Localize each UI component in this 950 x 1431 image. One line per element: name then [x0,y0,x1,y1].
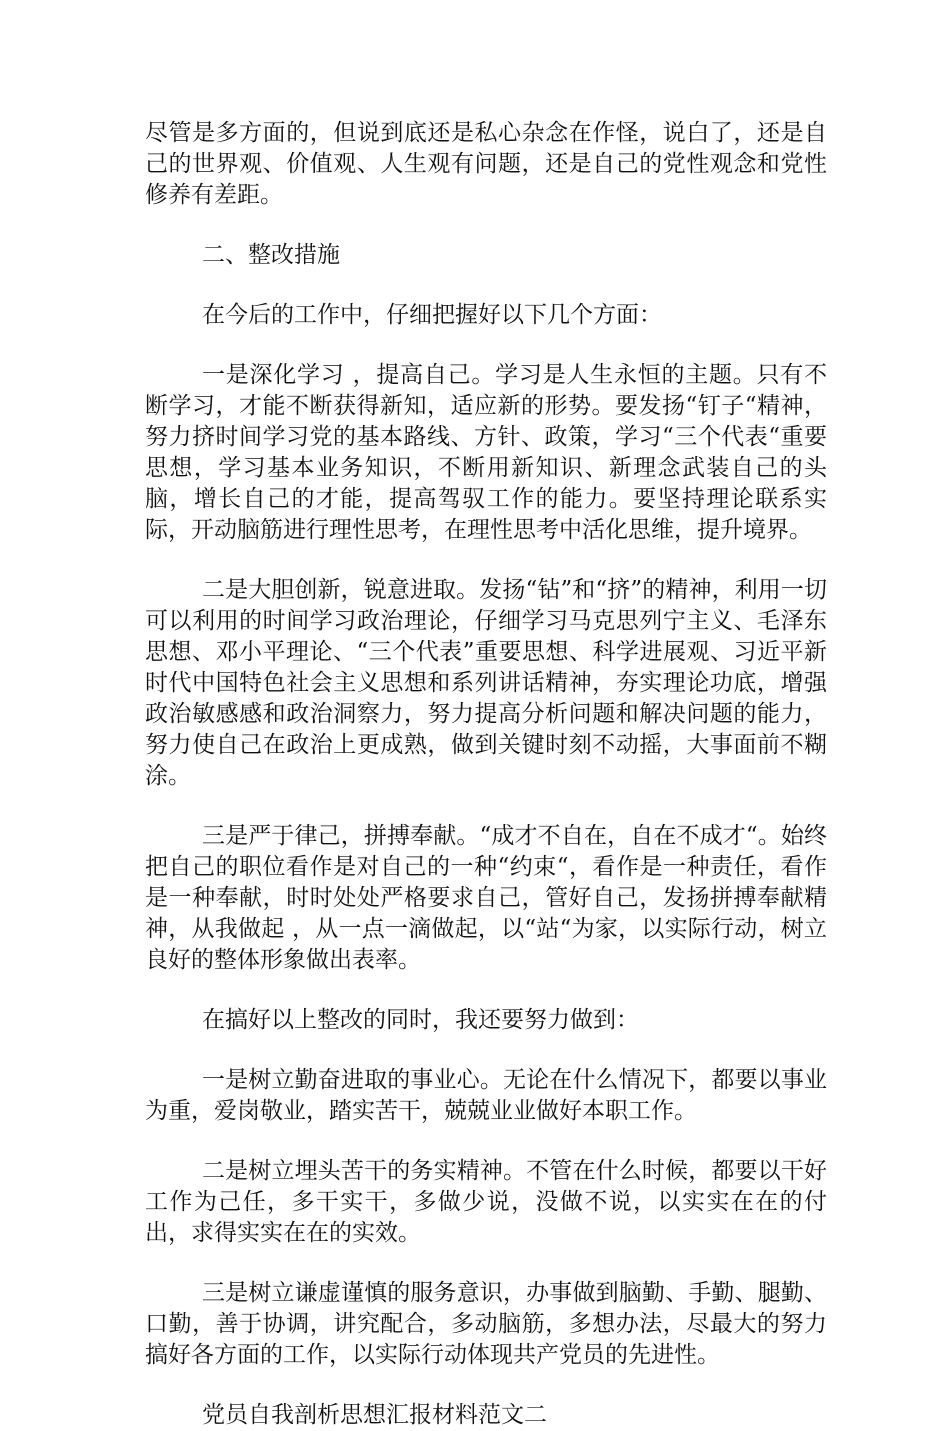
paragraph-measure-3: 三是严于律己，拼搏奉献。“成才不自在，自在不成才“。始终把自己的职位看作是对自己的一种“约束“，看作是一种责任，看作是一种奉献，时时处处严格要求自己，管好自己，发扬拼搏奉献精神，从我做起 ，从一点一滴做起，以“站“为家，以实际行动，树立良好的整体形象做出表率。 [145,823,827,973]
paragraph-commitment-1: 一是树立勤奋进取的事业心。无论在什么情况下，都要以事业为重，爱岗敬业，踏实苦干，兢兢业业做好本职工作。 [145,1067,827,1124]
next-sample-title: 党员自我剖析思想汇报材料范文二 [202,1402,547,1428]
paragraph-measure-1: 一是深化学习 ，提高自己。学习是人生永恒的主题。只有不断学习，才能不断获得新知，适应新的形势。要发扬“钉子“精神，努力挤时间学习党的基本路线、方针、政策，学习“三个代表“重要思想，学习基本业务知识，不断用新知识、新理念武装自己的头脑，增长自己的才能，提高驾驭工作的能力。要坚持理论联系实际，开动脑筋进行理性思考，在理性思考中活化思维，提升境界。 [145,362,827,543]
paragraph-intro: 在今后的工作中，仔细把握好以下几个方面： [202,302,662,328]
paragraph-commitment-2: 二是树立埋头苦干的务实精神。不管在什么时候，都要以干好工作为己任，多干实干，多做少说，没做不说，以实实在在的付出，求得实实在在的实效。 [145,1158,827,1246]
paragraph-continuation: 尽管是多方面的，但说到底还是私心杂念在作怪，说白了，还是自己的世界观、价值观、人生观有问题，还是自己的党性观念和党性修养有差距。 [145,120,827,208]
paragraph-measure-2: 二是大胆创新，锐意进取。发扬“钻”和“挤”的精神，利用一切可以利用的时间学习政治理论，仔细学习马克思列宁主义、毛泽东思想、邓小平理论、“三个代表”重要思想、科学进展观、习近平新时代中国特色社会主义思想和系列讲话精神，夯实理论功底，增强政治敏感感和政治洞察力，努力提高分析问题和解决问题的能力，努力使自己在政治上更成熟，做到关键时刻不动摇，大事面前不糊涂。 [145,577,827,789]
paragraph-additional-intro: 在搞好以上整改的同时，我还要努力做到： [202,1007,639,1033]
document-body [145,118,827,1431]
paragraph-commitment-3: 三是树立谦虚谨慎的服务意识，办事做到脑勤、手勤、腿勤、口勤，善于协调，讲究配合，多动脑筋，多想办法，尽最大的努力搞好各方面的工作，以实际行动体现共产党员的先进性。 [145,1280,827,1368]
section-heading-rectification: 二、整改措施 [202,242,340,268]
